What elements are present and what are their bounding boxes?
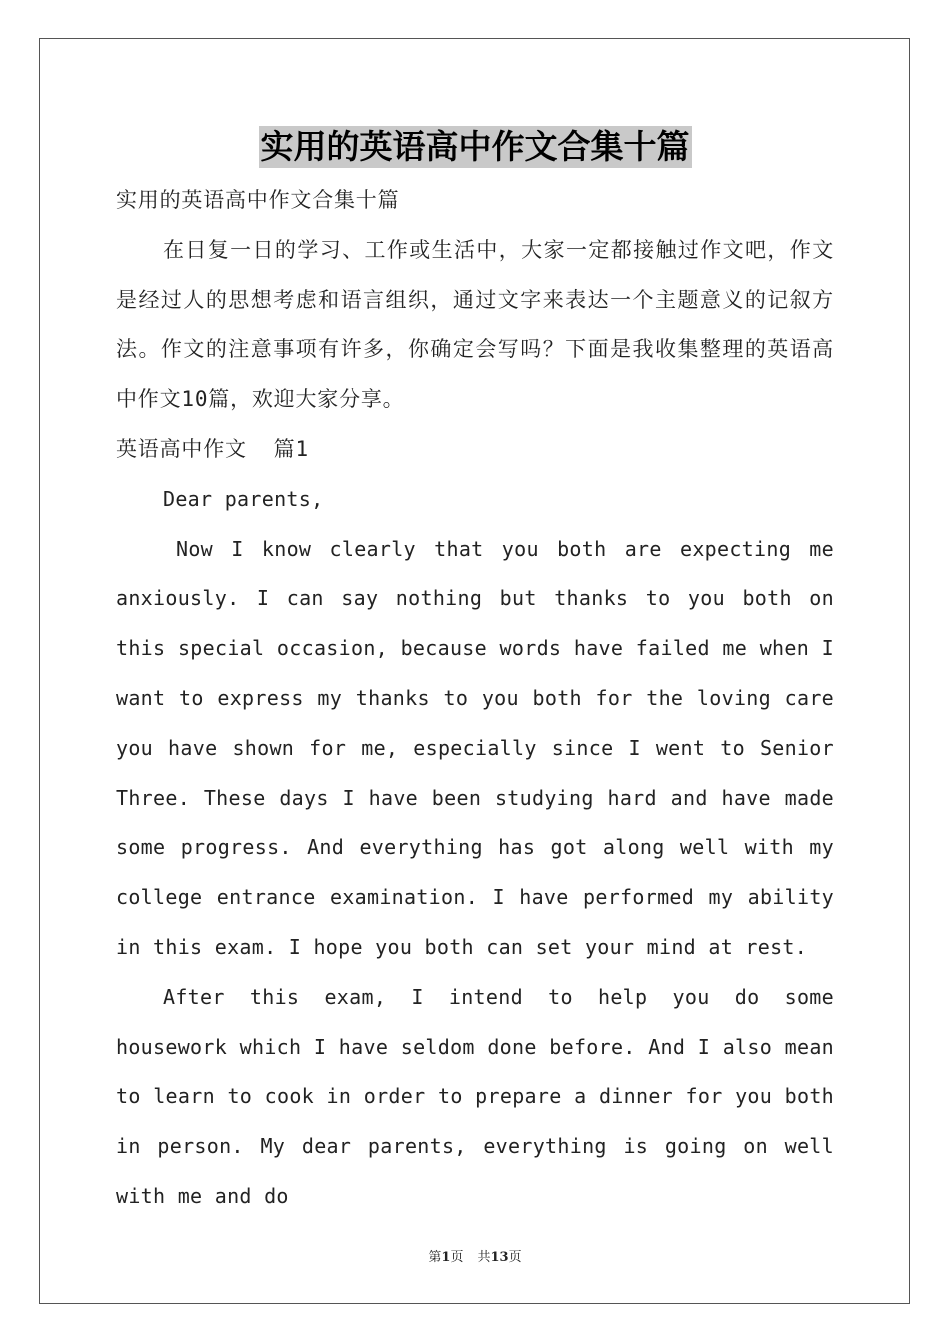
page-footer	[0, 1246, 950, 1265]
title-container	[0, 126, 950, 168]
document-title: 实用的英语高中作文合集十篇	[260, 127, 690, 166]
total-suffix: 页	[508, 1250, 522, 1265]
letter-salutation: Dear parents,	[163, 486, 324, 511]
section-heading: 英语高中作文 篇1	[116, 436, 309, 461]
letter-paragraph-1: Now I know clearly that you both are expecting me anxiously. I can say nothing but thanks to you both on this special occasion, because words have failed me when I want to express my thanks to you both for the loving care you have shown for me, especially since I went to Senior Three. These days I have been studying hard and have made some progress. And everything has got along well with my college entrance examination. I have performed my ability in this exam. I hope you both can set your mind at rest.	[116, 536, 834, 959]
total-prefix: 共	[477, 1250, 491, 1265]
page-prefix: 第	[428, 1250, 442, 1265]
page-suffix: 页	[450, 1250, 464, 1265]
letter-paragraph-2: After this exam, I intend to help you do some housework which I have seldom done before. And I also mean to learn to cook in order to prepare a dinner for you both in person. My dear parents, everything is going on well with me and do	[116, 984, 834, 1208]
intro-paragraph: 在日复一日的学习、工作或生活中，大家一定都接触过作文吧，作文是经过人的思想考虑和语言组织，通过文字来表达一个主题意义的记叙方法。作文的注意事项有许多，你确定会写吗？下面是我收集整理的英语高中作文10篇，欢迎大家分享。	[116, 237, 834, 412]
total-pages: 13	[490, 1250, 509, 1265]
document-subtitle: 实用的英语高中作文合集十篇	[116, 188, 400, 212]
document-body	[116, 176, 834, 1222]
page-number: 1	[441, 1250, 451, 1265]
